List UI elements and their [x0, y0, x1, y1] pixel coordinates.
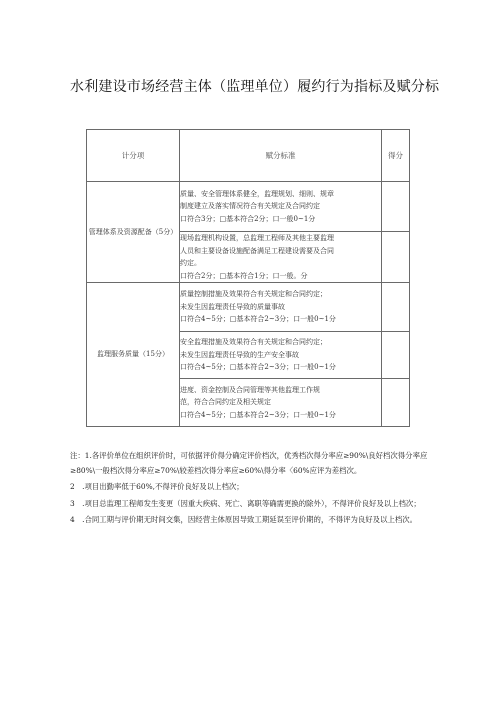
criteria-line: 制度建立及落实情况符合有关规定及合同约定 — [180, 202, 320, 211]
criteria-cell — [180, 332, 382, 379]
category-cell: 监理服务质量（15分） — [87, 283, 180, 427]
header-item: 计分项 — [87, 130, 180, 182]
criteria-cell — [180, 283, 382, 332]
table-row — [87, 283, 410, 332]
score-cell[interactable] — [382, 182, 410, 232]
criteria-options: 口符合3分；□基本符合2分；口一般0~1分 — [180, 214, 316, 223]
table-header-row — [87, 130, 410, 182]
criteria-cell — [180, 232, 382, 283]
criteria-line: 现场监理机构设置，总监理工程师及其他主要监理 — [180, 234, 334, 242]
note-item: 4 .合同工期与评价期无时间交集，因经营主体原因导致工期延误至评价期的，不得评为良好及以上档次。 — [70, 515, 418, 524]
criteria-line: 人员和主要设备设施配备满足工程建设需要及合同 — [180, 246, 334, 255]
score-cell[interactable] — [382, 232, 410, 283]
criteria-line: 未发生因监理责任导致的质量事故 — [180, 302, 285, 311]
criteria-cell — [180, 379, 382, 427]
note-item: 注：1.各评价单位在组织评价时，可依据评价得分确定评价档次，优秀档次得分率应≥90%\良好档次得分率应≥80%\一般档次得分率应≥70%\较差档次得分率应≥60%\得分率〈60%应评为差档次。 — [70, 451, 428, 475]
criteria-cell — [180, 182, 382, 232]
criteria-line: 范，符合合同约定及相关规定 — [180, 398, 271, 407]
criteria-options: 口符合4~5分；□基本符合2~3分；口一般0~1分 — [180, 363, 336, 372]
criteria-line: 未发生因监理责任导致的生产安全事故 — [180, 350, 299, 359]
criteria-line: 质量、安全管理体系健全，监理规划、细则、规章 — [180, 189, 334, 198]
header-score: 得分 — [382, 130, 410, 182]
criteria-options: 口符合2分；□基本符合1分；口一般。分 — [180, 271, 308, 280]
notes-section — [70, 449, 440, 530]
score-cell[interactable] — [382, 379, 410, 427]
criteria-line: 质量控制措施及效果符合有关规定和合同约定； — [180, 290, 327, 299]
category-cell: 管理体系及资源配备（5分） — [87, 182, 180, 283]
score-cell[interactable] — [382, 332, 410, 379]
header-criteria: 赋分标准 — [180, 130, 382, 182]
score-cell[interactable] — [382, 283, 410, 332]
criteria-options: 口符合4~5分；□基本符合2~3分；口一般0~1分 — [180, 315, 336, 324]
criteria-line: 安全监理措施及效果符合有关规定和合同约定； — [180, 338, 327, 347]
note-item: 2 .项目出勤率低于60%,不得评价良好及以上档次； — [70, 482, 244, 491]
scoring-table — [86, 129, 410, 427]
page-title: 水利建设市场经营主体（监理单位）履约行为指标及赋分标 — [70, 79, 440, 95]
criteria-options: 口符合4~5分；□基本符合2~3分；口一般0~1分 — [180, 410, 336, 419]
note-item: 3 .项目总监理工程师发生变更（因重大疾病、死亡、离职等确需更换的除外），不得评价良好及以上档次； — [70, 498, 421, 508]
table-row — [87, 182, 410, 232]
criteria-line: 约定。 — [180, 259, 201, 267]
criteria-line: 进度、资金控制及合同管理等其他监理工作规 — [180, 385, 320, 394]
